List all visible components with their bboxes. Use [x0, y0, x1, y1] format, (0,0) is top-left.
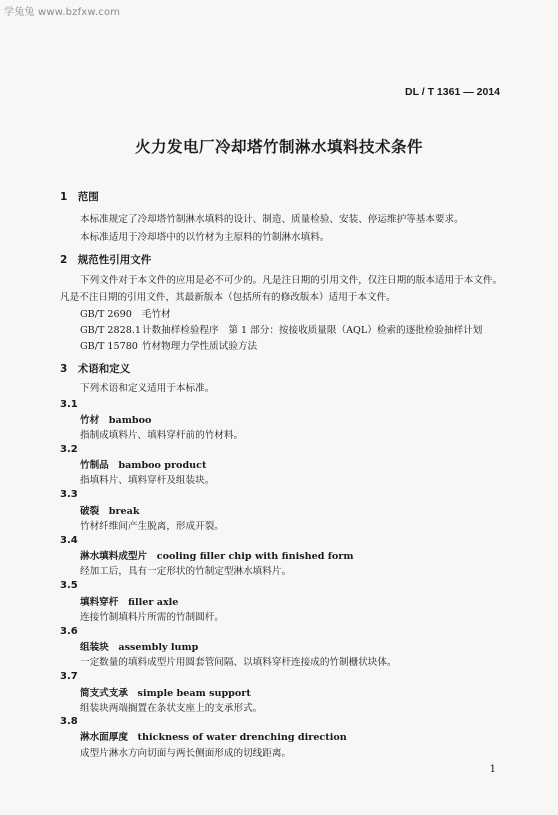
- term-definition: 一定数量的填料成型片用圆套管间隔、以填料穿杆连接成的竹制栅状块体。: [80, 657, 397, 668]
- reference-title: 计数抽样检验程序 第 1 部分：按接收质量限（AQL）检索的逐批检验抽样计划: [142, 325, 483, 336]
- section-2-heading: 2 规范性引用文件: [60, 254, 152, 266]
- reference-item: [80, 306, 171, 320]
- term-definition: 经加工后，具有一定形状的竹制定型淋水填料片。: [80, 566, 292, 577]
- section-1-paragraph: 本标准适用于冷却塔中的以竹材为主原料的竹制淋水填料。: [80, 232, 330, 243]
- term-name: 竹材 bamboo: [80, 415, 152, 426]
- reference-code: GB/T 15780: [80, 341, 138, 352]
- reference-title: 竹材物理力学性质试验方法: [142, 341, 258, 352]
- reference-item: [80, 338, 257, 352]
- term-definition: 组装块两端搁置在条状支座上的支承形式。: [80, 703, 263, 714]
- term-name: 填料穿杆 filler axle: [80, 597, 179, 608]
- term-name: 破裂 break: [80, 506, 140, 517]
- term-definition: 竹材纤维间产生脱离，形成开裂。: [80, 521, 224, 532]
- term-number: 3.2: [60, 444, 78, 455]
- reference-code: GB/T 2828.1: [80, 325, 141, 336]
- watermark: 学兔兔 www.bzfxw.com: [4, 7, 121, 18]
- section-3-heading: 3 术语和定义: [60, 363, 131, 375]
- section-3-intro: 下列术语和定义适用于本标准。: [80, 383, 215, 394]
- term-name: 竹制品 bamboo product: [80, 460, 207, 471]
- term-number: 3.8: [60, 716, 78, 727]
- section-2-paragraph: 下列文件对于本文件的应用是必不可少的。凡是注日期的引用文件，仅注日期的版本适用于本文件。: [80, 275, 503, 286]
- section-1-heading: 1 范围: [60, 191, 99, 203]
- section-2-paragraph: 凡是不注日期的引用文件，其最新版本（包括所有的修改版本）适用于本文件。: [60, 292, 396, 303]
- term-name: 组装块 assembly lump: [80, 642, 199, 653]
- page-number: 1: [489, 764, 496, 775]
- section-1-paragraph: 本标准规定了冷却塔竹制淋水填料的设计、制造、质量检验、安装、停运维护等基本要求。: [80, 214, 464, 225]
- term-name: 淋水填料成型片 cooling filler chip with finished form: [80, 551, 354, 562]
- term-number: 3.3: [60, 489, 78, 500]
- term-definition: 指填料片、填料穿杆及组装块。: [80, 475, 215, 486]
- standard-number: DL / T 1361 — 2014: [405, 86, 500, 98]
- term-name: 淋水面厚度 thickness of water drenching direction: [80, 732, 347, 743]
- term-definition: 连接竹制填料片所需的竹制圆杆。: [80, 612, 224, 623]
- term-number: 3.4: [60, 535, 78, 546]
- term-number: 3.1: [60, 399, 78, 410]
- reference-item: [80, 322, 482, 336]
- reference-title: 毛竹材: [142, 309, 171, 320]
- reference-code: GB/T 2690: [80, 309, 132, 320]
- term-definition: 成型片淋水方向切面与两长侧面形成的切线距离。: [80, 748, 292, 759]
- term-name: 简支式支承 simple beam support: [80, 688, 251, 699]
- document-title: 火力发电厂冷却塔竹制淋水填料技术条件: [134, 138, 423, 156]
- term-definition: 指制成填料片、填料穿杆前的竹材料。: [80, 430, 244, 441]
- term-number: 3.7: [60, 671, 78, 682]
- term-number: 3.5: [60, 580, 78, 591]
- term-number: 3.6: [60, 626, 78, 637]
